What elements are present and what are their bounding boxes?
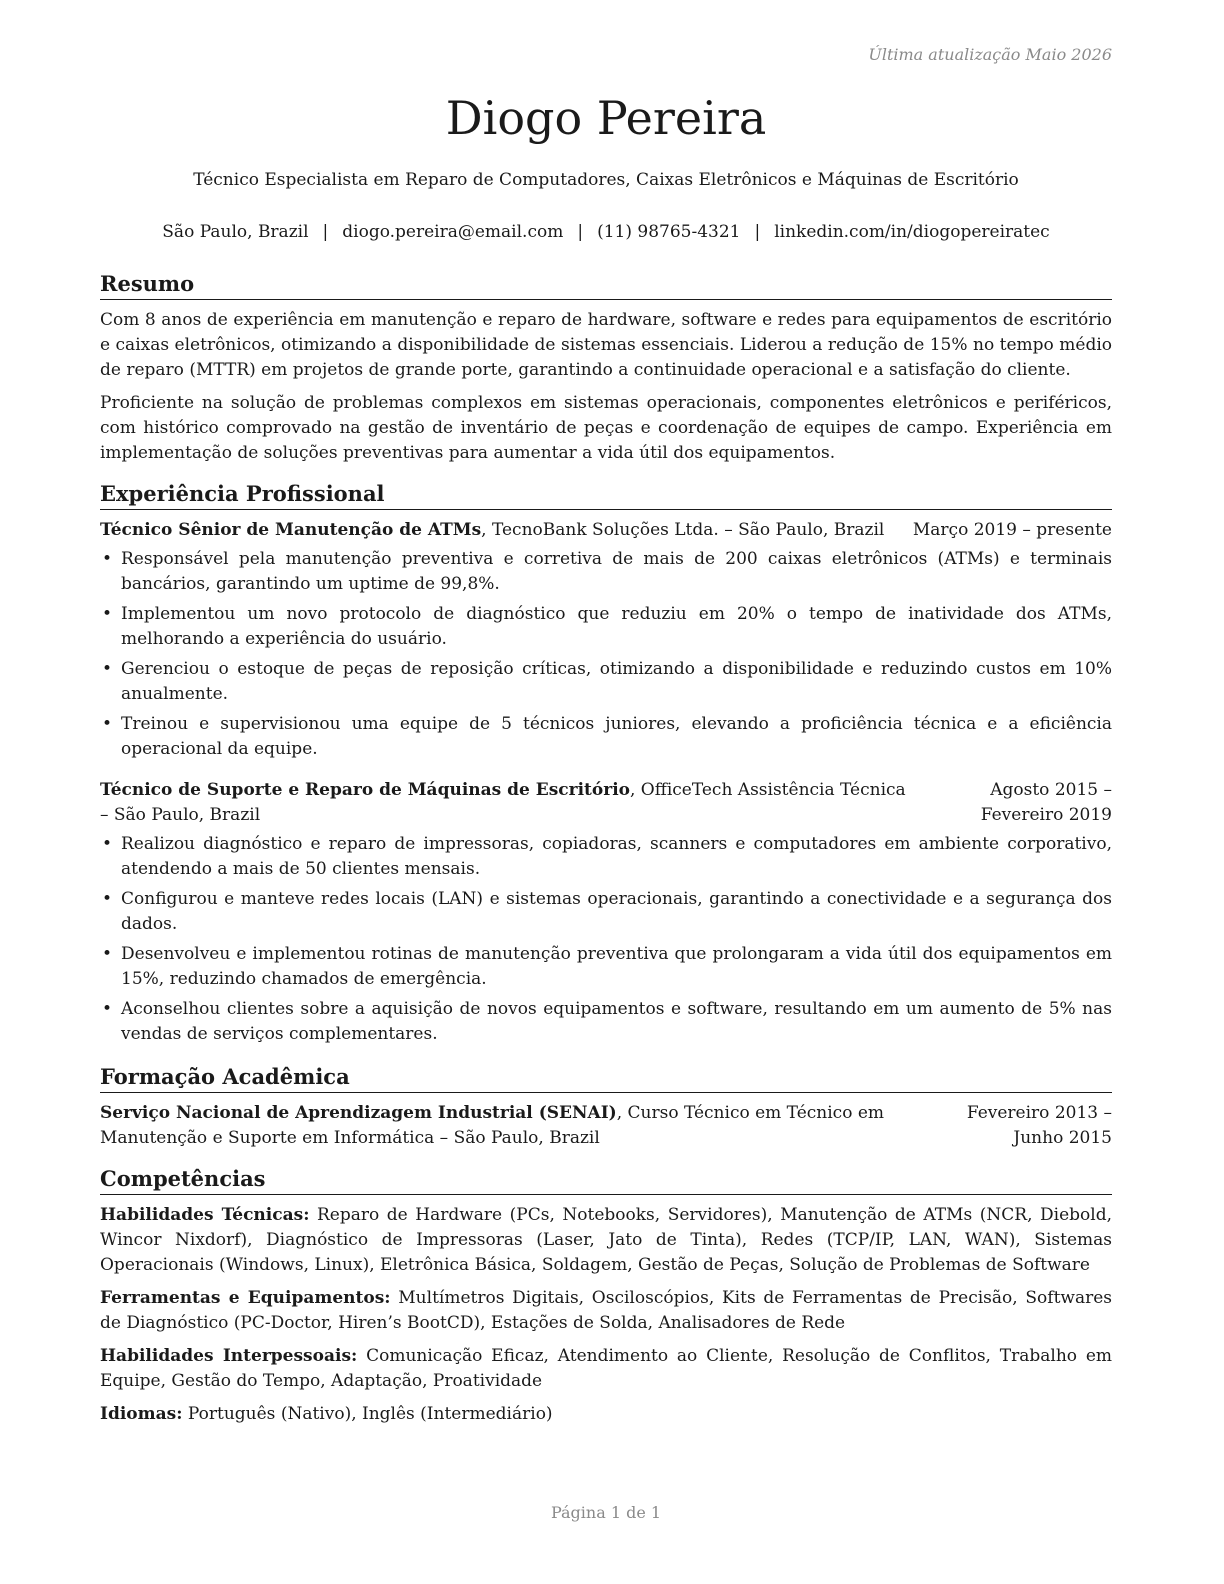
skill-group [100,1344,1112,1394]
resume-page [100,0,1112,1584]
job-bullet: • Responsável pela manutenção preventiva e corretiva de mais de 200 caixas eletrônicos (ATMs) e terminais bancários, garantindo um uptime de 99,8%. [100,547,1112,597]
skill-label: Idiomas: [100,1404,183,1424]
education-institution: Serviço Nacional de Aprendizagem Industrial (SENAI) [100,1103,617,1123]
skill-text: Comunicação Eficaz, Atendimento ao Cliente, Resolução de Conflitos, Trabalho em Equipe, Gestão do Tempo, Adaptação, Proatividade [100,1346,1113,1391]
skill-text: Multímetros Digitais, Osciloscópios, Kits de Ferramentas de Precisão, Softwares de Diagnóstico (PC-Doctor, Hiren’s BootCD), Estações de Solda, Analisadores de Rede [100,1288,1112,1333]
education-entry [100,1101,1112,1151]
contact-line [100,220,1112,245]
candidate-headline: Técnico Especialista em Reparo de Computadores, Caixas Eletrônicos e Máquinas de Escritório [193,170,1019,190]
section-title-education: Formação Acadêmica [100,1063,1112,1093]
job-header [100,518,1112,543]
education-section [100,1063,1112,1151]
skill-group [100,1402,1112,1427]
education-course: , Curso Técnico em Técnico em Manutenção e Suporte em Informática – São Paulo, Brazil [100,1103,885,1148]
job-header [100,778,1112,828]
job-entry [100,518,1112,762]
job-company: , OfficeTech Assistência Técnica – São Paulo, Brazil [100,780,906,825]
job-bullets [100,832,1112,1047]
section-title-experience: Experiência Profissional [100,480,1112,510]
skill-label: Ferramentas e Equipamentos: [100,1288,391,1308]
skills-section [100,1165,1112,1427]
contact-email[interactable]: diogo.pereira@email.com [342,222,564,242]
contact-separator: | [322,222,329,242]
candidate-name: Diogo Pereira [445,91,767,145]
job-dates: Março 2019 – presente [912,520,1112,540]
education-dates: Fevereiro 2013 – Junho 2015 [966,1103,1112,1148]
job-bullet: • Gerenciou o estoque de peças de reposição críticas, otimizando a disponibilidade e reduzindo custos em 10% anualmente. [100,657,1112,707]
contact-phone[interactable]: (11) 98765-4321 [597,222,741,242]
contact-separator: | [754,222,761,242]
job-role: Técnico Sênior de Manutenção de ATMs [100,520,482,540]
education-line [100,1101,908,1151]
job-bullet: • Implementou um novo protocolo de diagnóstico que reduziu em 20% o tempo de inatividade dos ATMs, melhorando a experiência do usuário. [100,602,1112,652]
skill-group [100,1203,1112,1278]
job-title-line [100,518,889,543]
skill-text: Português (Nativo), Inglês (Intermediário) [182,1404,553,1424]
page-number: Página 1 de 1 [550,1503,662,1522]
contact-linkedin[interactable]: linkedin.com/in/diogopereiratec [774,222,1050,242]
section-title-skills: Competências [100,1165,1112,1195]
job-bullet: • Desenvolveu e implementou rotinas de manutenção preventiva que prolongaram a vida útil dos equipamentos em 15%, reduzindo chamados de emergência. [100,942,1112,992]
job-bullets [100,547,1112,762]
job-dates: Agosto 2015 – Fevereiro 2019 [980,780,1112,825]
job-entry [100,778,1112,1047]
last-updated: Última atualização Maio 2026 [868,45,1112,64]
summary-paragraph: Com 8 anos de experiência em manutenção e reparo de hardware, software e redes para equipamentos de escritório e caixas eletrônicos, otimizando a disponibilidade de sistemas essenciais. Liderou a redução de 15% no tempo médio de reparo (MTTR) em projetos de grande porte, garantindo a continuidade operacional e a satisfação do cliente. [100,310,1112,380]
experience-section [100,480,1112,1047]
job-bullet: • Realizou diagnóstico e reparo de impressoras, copiadoras, scanners e computadores em ambiente corporativo, atendendo a mais de 50 clientes mensais. [100,832,1112,882]
summary-section [100,270,1112,466]
contact-separator: | [577,222,584,242]
skill-label: Habilidades Interpessoais: [100,1346,358,1366]
job-title-line [100,778,908,828]
job-bullet: • Treinou e supervisionou uma equipe de 5 técnicos juniores, elevando a proficiência técnica e a eficiência operacional da equipe. [100,712,1112,762]
job-bullet: • Aconselhou clientes sobre a aquisição de novos equipamentos e software, resultando em um aumento de 5% nas vendas de serviços complementares. [100,997,1112,1047]
job-company: , TecnoBank Soluções Ltda. – São Paulo, Brazil [481,520,885,540]
section-title-summary: Resumo [100,270,1112,300]
summary-paragraph: Proficiente na solução de problemas complexos em sistemas operacionais, componentes eletrônicos e periféricos, com histórico comprovado na gestão de inventário de peças e coordenação de equipes de campo. Experiência em implementação de soluções preventivas para aumentar a vida útil dos equipamentos. [100,393,1112,463]
resume-body [100,270,1112,1441]
contact-location: São Paulo, Brazil [162,222,309,242]
skill-text: Reparo de Hardware (PCs, Notebooks, Servidores), Manutenção de ATMs (NCR, Diebold, Wincor Nixdorf), Diagnóstico de Impressoras (Laser, Jato de Tinta), Redes (TCP/IP, LAN, WAN), Sistemas Operacionais (Windows, Linux), Eletrônica Básica, Soldagem, Gestão de Peças, Solução de Problemas de Software [100,1205,1112,1275]
job-bullet: • Configurou e manteve redes locais (LAN) e sistemas operacionais, garantindo a conectividade e a segurança dos dados. [100,887,1112,937]
job-role: Técnico de Suporte e Reparo de Máquinas de Escritório [100,780,630,800]
skill-label: Habilidades Técnicas: [100,1205,310,1225]
skill-group [100,1286,1112,1336]
